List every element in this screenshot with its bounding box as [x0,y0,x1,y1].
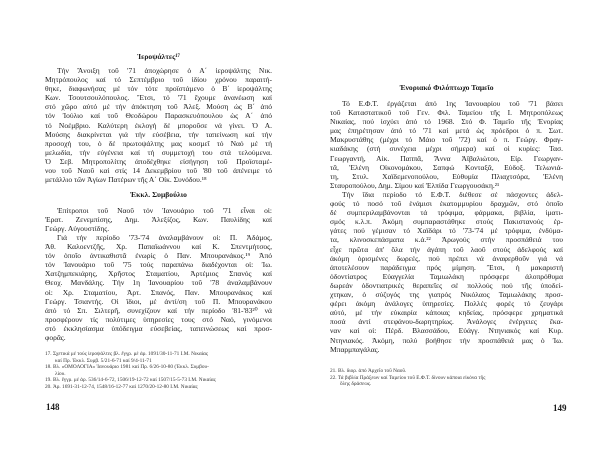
footnote-line: 19. Βλ. ἔγγρ. μέ ἀρ. 536/14-6-72, 1506/19-12-72 καί 1507/15-5-73 Ι.Μ. Νικαίας [45,377,216,384]
text-line: μελωδία, τήν εὐγένεια καί τή συμμετοχή του στά τελούμενα. [45,147,272,157]
heading-charity-fund: Ἐνοριακό Φιλόπτωχο Ταμεῖο [399,83,494,92]
text-line: τη, Στυλ. Χαϊδεμενοπούλου, Εὐθυμία Πλιαχτσόρα, Ἑλένη [330,171,563,181]
text-line: Ὁ Σεβ. Μητροπολίτης ἀποδέχθηκε εἰσήγηση τοῦ Προϊσταμέ- [45,156,272,166]
text-line: δωρεάν ὀδοντιατρικές θεραπεῖες σέ πολλούς πού τῆς ὑποδεί- [330,280,563,290]
text-line: μετάλλιο τῶν Ἁγίων Πατέρων τῆς Α΄ Οἰκ. Συνόδου.¹⁸ [45,175,207,185]
text-line: Ντηνιακός. Ἀκόμη, πολύ βοήθησε τήν προσπάθειά μας ὁ Ἰω. [330,335,563,345]
text-line: Νικαίας, πού ἰσχύει ἀπό τό 1968. Στό Φ. Ταμεῖο τῆς Ἐνορίας [330,117,563,127]
text-line: στό ἐκκλησίασμα ὑπόδειγμα εὐσεβείας, ταπεινώσεως καί προσ- [45,323,272,333]
text-line: ποσά ἀντί στεφάνου-δωρητηρίως. Ἀνάλογες ἐνέργειες ἔκα- [330,317,563,327]
text-line: μας ἐπηρέτησαν ἀπό τό '71 καί μετά ὡς πρόεδροι ὁ π. Σωτ. [330,126,563,136]
text-line: τοῦ Καταστατικοῦ τοῦ Γεν. Φιλ. Ταμείου τῆς Ι. Μητροπόλεως [330,108,563,118]
text-line: σμός κ.λ.π. Ἀκόμη συμπαραστάθηκε στούς Πακιστανούς ἐρ- [330,217,563,227]
paragraph-fund-2 [330,190,563,354]
text-line: Μούσης διακρίνεται γιά τήν εὐσέβεια, τήν ταπείνωση καί τήν [45,129,272,139]
text-line: Ἀθ. Καλοεντζῆς, Χρ. Παπαϊωάννου καί Κ. Σπεντμήτσος, [45,242,272,252]
footnotes-right [330,368,563,388]
text-line: Τήν Ἄνοιξη τοῦ '71 ἀποχώρησε ὁ Α΄ ἱεροψάλτης Νικ. [57,66,272,75]
text-line: φούς τό ποσό τοῦ ἑνάμισι ἑκατομμυρίου δραχμῶν, στό ὁποῖο [330,199,563,209]
text-line: προσφέρουν τίς πολύτιμες ὑπηρεσίες τους στό Ναό, γινόμενοι [45,314,272,324]
text-line: Μακρυστάθης (μέχρι τό Μάιο τοῦ '72) καί ὁ π. Γεώργ. Φραγ- [330,135,563,145]
footnote-line: 21. Βλ. διορ. ἀπό Ἀρχεῖο τοῦ Ναοῦ. [330,368,407,374]
text-line: τόν Ἰανουάριο τοῦ '75 τούς παραπάνω διαδέχονται οἱ: Ἰω. [45,260,272,270]
footnote-line: 22. Τά βιβλία Πράξεων καί Ταμείου τοῦ Ε.Φ.Τ. δίνουν κάποια εἰκόνα τῆς [330,374,486,381]
footnotes-left [45,351,272,391]
text-line: Θεοχ. Μανδάλης. Τήν 1η Ἰανουαρίου τοῦ '78 ἀναλαμβάνουν [45,278,272,288]
paragraph-council-2 [45,233,272,342]
page-number-right: 149 [553,403,567,413]
text-line: ἀπό τό Σπ. Σιλτερῆ, συνεχίζουν καί τήν περίοδο '81-'83²⁰ νά [45,305,272,315]
footnote-line: καί Πρ. Ἐκκλ. Συμβ. 5/21-6-71 καί 9/4-11-71 [55,357,152,364]
text-line: Γεωργαντή, Αἰκ. Παππᾶ, Ἄννα Ἀϊβαλιώτου, Εἰρ. Γεωργαν- [330,153,563,163]
page-number-left: 148 [46,402,60,412]
text-line: οἱ: Χρ. Σταματίου, Ἀρτ. Σπανός, Παν. Μπουρανάκος καί [45,287,272,297]
paragraph-psaltes [45,66,272,184]
heading-council: Ἐκκλ. Συμβούλιο [130,190,187,199]
text-line: φορᾶς. [45,333,66,343]
text-line: ὀδοντίατρος Εὐαγγελία Ταμιωλάκη πρόσφερε ἀλοπρόθυμα [330,271,563,281]
footnote-line: 18. Βλ. «ΟΜΟΛΟΓΙΑ» Ἰανουάριο 1981 καί Πρ. 6/26-10-80 (Ἐκκλ. Συμβου- [45,364,209,371]
text-line: Μπαρμπαγάλας. [330,344,380,354]
text-line: τόν Ἰούλιο καί τοῦ Θεοδώρου Παρασκευόπουλου ὡς Α΄ ἀπό [45,111,272,121]
text-line: φέρει ἀκόμη ἀνάλογες ὑπηρεσίες. Πολλές φορές τό ζευγάρι [330,299,563,309]
text-line: στό χῶρο αὐτό μέ τήν ἀπόκτηση τοῦ Ἀλεξ. Μούση ὡς Β΄ ἀπό [45,102,272,112]
text-line: Κων. Τσουτσουλόπουλος. Ἔτσι, τό '71 ἔχουμε ἀνανέωση καί [45,93,272,103]
text-line: εἶχε πρῶτα ἀπ' ὅλα τήν ἀγάπη τοῦ λαοῦ στούς ἀδελφούς καί [330,244,563,254]
footnote-line: 17. Σχετικά μέ τούς ἱεροψάλτες βλ. ἔγγρ. μέ ἀρ. 1091/30-11-71 Ι.Μ. Νικαίας [45,351,209,357]
text-line: δέ συμπεριλαμβάνονται τά τρόφιμα, φάρμακα, βιβλία, ἱματι- [330,208,563,218]
text-line: ἀκόμη ὁρισμένες δωρεές, πού πρέπει νά ἀναφερθοῦν γιά νά [330,253,563,263]
text-line: νου τοῦ Ναοῦ καί στίς 14 Δεκεμβρίου τοῦ '80 τοῦ ἀπένειμε τό [45,166,272,176]
text-line: τόν ὁποῖο ἀντικαθιστᾶ ἐνωρίς ὁ Παν. Μπουρανάκος.¹⁹ Ἀπό [45,251,272,261]
text-line: τᾶ, Ἑλένη Οἰκονομάκου, Σαπφώ Κονταξᾶ, Εὐδοξ. Τελωνιά- [330,162,563,172]
paragraph-fund-1 [330,99,563,190]
text-line: Ἐρατ. Ζενεμπίσης, Δημ. Ἀλεξίζος, Κων. Παυλίδης καί [45,215,272,225]
text-line: Τήν ἴδια περίοδο τό Ε.Φ.Τ. διέθεσε σέ πάσχοντες ἀδελ- [342,190,563,199]
footnote-line: 20. Ἀρ. 1691-31-12-74, 1548/16-12-77 καί 1270/20-12-80 Ι.Μ. Νικαίας [45,383,198,390]
text-line: κιαδάκης (στή συνέχεια μέχρι σήμερα) καί οἱ κυρίες: Τασ. [330,144,563,154]
text-line: Ἐπίτροποι τοῦ Ναοῦ τόν Ἰανουάριο τοῦ '71 εἶναι οἱ: [57,206,272,215]
text-line: Χατζημπεκιάρης, Χρῆστος Σταματίου, Ἀρτέμιος Σπανός καί [45,269,272,279]
heading-psaltes: Ἱεροψάλτες¹⁷ [137,52,180,61]
text-line: Μητρόπουλος καί τό Σεπτέμβριο τοῦ ἰδίου χρόνου παραιτή- [45,75,272,85]
text-line: ναν καί οἱ: Πέρδ. Βλασσάδου, Εὐάγγ. Ντηνιακός καί Κυρ. [330,326,563,336]
text-line: θηκε, διαφωνήσας μέ τόν τότε προϊστάμενο ὁ Β΄ ἱεροψάλτης [45,84,272,94]
footnote-line: λίου. [55,370,66,377]
right-page [300,0,600,450]
text-line: χτηκαν, ὁ σύζυγός της γιατρός Νικόλαος Ταμιωλάκης προσ- [330,290,563,300]
footnote-line: ὅλης δράσεως. [340,381,372,388]
text-line: Γιά τήν περίοδο '73-'74 ἀναλαμβάνουν οἱ: Π. Ἀδάμος, [57,233,272,242]
text-line: Τό Ε.Φ.Τ. ἐργάζεται ἀπό 1ης Ἰανουαρίου τοῦ '71 βάσει [342,99,563,108]
paragraph-council-1 [45,206,272,233]
text-line: Γεώργ. Τσιαντής. Οἱ ἴδιοι, μέ ἀντί/ση τοῦ Π. Μπουρανάκου [45,296,272,306]
text-line: τα, κλινοσκεπάσματα κ.ά.²² Ἀρωγούς στήν προσπάθειά του [330,235,563,245]
text-line: Γεώργ. Αὐγουστίδης. [45,224,110,234]
text-line: προσοχή του, ὁ δέ πρωτοψάλτης μας κοσμεῖ τό Ναό μέ τή [45,138,272,148]
text-line: αὐτό, μέ τήν εὐκαιρία κάποιας κηδείας, πρόσφερε χρηματικά [330,308,563,318]
text-line: ἀποτελέσουν παράδειγμα πρός μίμηση. Ἔτσι, ἡ μακαριστή [330,262,563,272]
text-line: τό Νοέμβριο. Καλύτερη ἐκλογή δέ μποροῦσε νά γίνει. Ὁ Α. [45,120,272,130]
text-line: Σταυροπούλου, Δημ. Σίμου καί Ἐλπίδα Γεωργουσάκη.²¹ [330,180,500,190]
text-line: γάτες πού γέμισαν τό Χαϊδάρι τό '73-'74 μέ τρόφιμα, ἐνδύμα- [330,226,563,236]
